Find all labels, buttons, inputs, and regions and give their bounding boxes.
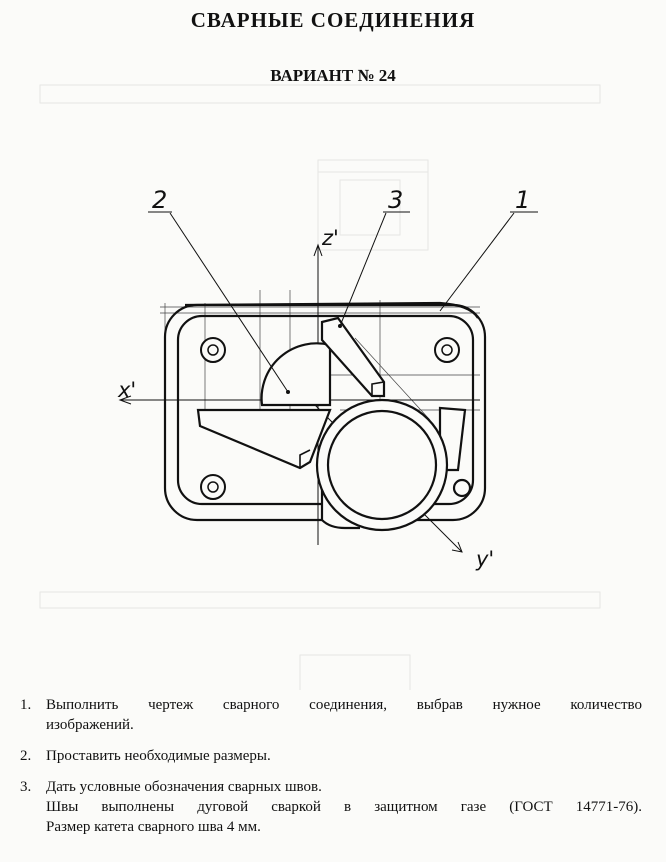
task-text: Дать условные обозначения сварных швов. [46,779,322,795]
variant-number: ВАРИАНТ № 24 [270,66,396,85]
half-disc [262,343,330,405]
rib-top [322,318,384,396]
task-text: Размер катета сварного шва 4 мм. [46,819,261,835]
task-text: Выполнить чертеж сварного соединения, выбрав нужное количество [46,697,642,713]
task-item [20,746,642,766]
task-number: 3. [20,779,32,795]
task-text: Швы выполнены дуговой сваркой в защитном газе (ГОСТ 14771-76). [46,799,642,815]
task-text: изображений. [46,717,134,733]
task-item [20,777,642,837]
task-list [20,695,642,848]
label-part-1: 1 [515,186,531,214]
page-title: СВАРНЫЕ СОЕДИНЕНИЯ [190,8,476,32]
axis-label-z: z' [322,226,339,250]
task-number: 1. [20,697,32,713]
task-item [20,695,642,735]
cylinder-boss [317,400,470,530]
label-part-3: 3 [388,186,404,214]
axis-label-x: x' [118,378,137,402]
rib-left [198,410,330,468]
axis-label-y: y' [476,547,495,571]
task-text: Проставить необходимые размеры. [46,748,271,764]
label-part-2: 2 [152,186,168,214]
part-labels [152,186,530,214]
task-number: 2. [20,748,32,764]
